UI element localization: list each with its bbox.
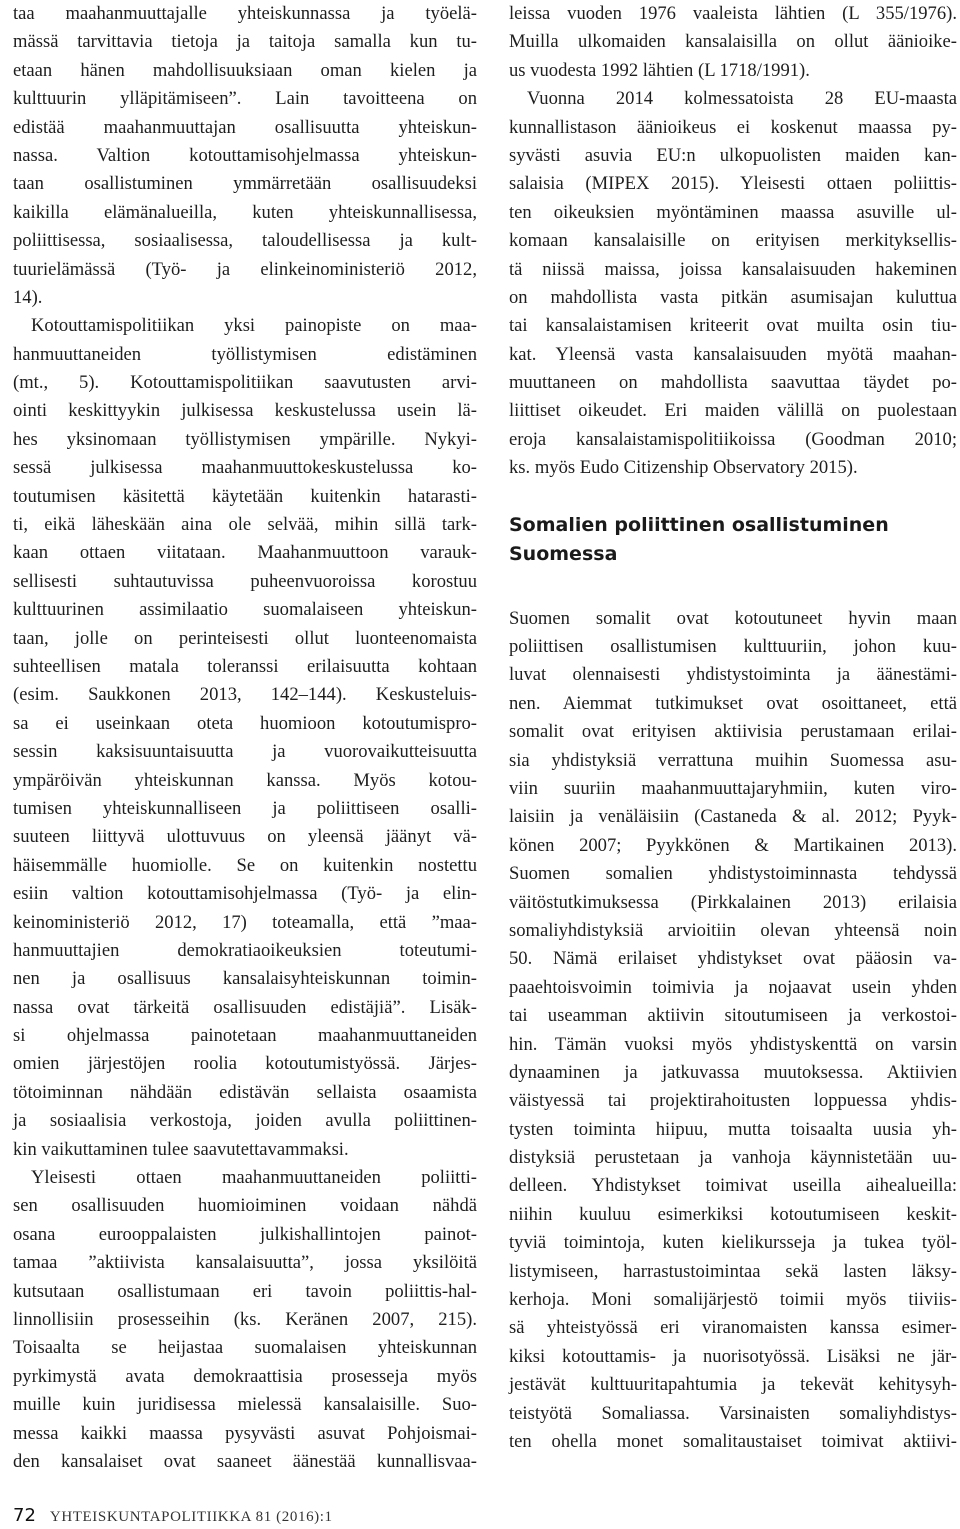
text-line: toutumisen käsitettä käytetään kuitenkin hatarasti- (13, 485, 477, 507)
text-line: väistyessä tai projektirahoitusten loppuessa yhdis- (509, 1090, 957, 1112)
text-line: keinoministeriö 2012, 17) toteamalla, että ”maa- (13, 911, 477, 933)
text-line: leissa vuoden 1976 vaaleista lähtien (L 355/1976). (509, 3, 957, 24)
text-line: hanmuuttajien demokratiaoikeuksien toteutumi- (13, 939, 477, 961)
text-line: us vuodesta 1992 lähtien (L 1718/1991). (509, 59, 810, 81)
text-line: kutsutaan osallistumaan eri tavoin poliittis-hal- (13, 1280, 477, 1302)
text-line: Kotouttamispolitiikan yksi painopiste on maa- (31, 315, 477, 337)
section-heading (509, 511, 957, 569)
text-line: sellisesti suhtautuvissa puheenvuoroissa korostuu (13, 570, 477, 592)
text-line: kulttuurinen assimilaatio suomalaiseen yhteiskun- (13, 599, 477, 621)
right-column (509, 0, 957, 1456)
section-spacer (509, 483, 957, 511)
text-line: ympäröivän yhteiskunnan kanssa. Myös kotou- (13, 769, 477, 791)
text-line: ten oikeuksien myöntäminen maassa asuville ul- (509, 201, 957, 223)
text-line: luvat olennaisesti yhdistystoiminta ja äänestämi- (509, 664, 957, 686)
text-line: tyviä toimintoja, kuten kielikursseja ja tukea työl- (509, 1232, 957, 1254)
text-line: somaliyhdistyksiä arvioitiin olevan yhteensä noin (509, 919, 957, 941)
text-line: nen. Aiemmat tutkimukset ovat osoittaneet, että (509, 692, 957, 714)
text-line: syvästi asuvia EU:n ulkopuolisten maiden kan- (509, 144, 957, 166)
text-line: nassa ovat tärkeitä osallisuuden edistäjiä”. Lisäk- (13, 996, 477, 1018)
text-line: 50. Nämä erilaiset yhdistykset ovat pääosin va- (509, 948, 957, 970)
text-line: taa maahanmuuttajalle yhteiskunnassa ja työelä- (13, 3, 477, 24)
text-line: delleen. Yhdistykset toimivat useilla aihealueilla: (509, 1175, 957, 1197)
text-line: kerhoja. Moni somalijärjestö toimii myös tiiviis- (509, 1289, 957, 1311)
text-line: tä niissä maissa, joissa kansalaisuuden hakeminen (509, 258, 957, 280)
text-line: kaikilla elämänalueilla, kuten yhteiskunnallisessa, (13, 201, 477, 223)
text-line: sessä julkisessa maahanmuuttokeskustelussa ko- (13, 457, 477, 479)
text-line: Suomen somalit ovat kotoutuneet hyvin maan (509, 607, 957, 629)
text-line: pyrkimystä avata demokraattisia prosesseja myös (13, 1365, 477, 1387)
text-line: osana eurooppalaisten julkishallintojen painot- (13, 1223, 477, 1245)
left-column (13, 0, 477, 1476)
text-line: laisiin ja venäläisiin (Castaneda & al. 2012; Pyyk- (509, 806, 957, 828)
text-line: sä yhteistyössä eri viranomaisten kanssa esimer- (509, 1317, 957, 1339)
text-line: (esim. Saukkonen 2013, 142–144). Keskusteluis- (13, 684, 477, 706)
text-line: ti, eikä läheskään aina ole selvää, mihin sillä tark- (13, 514, 477, 536)
text-line: tamaa ”aktiivista kansalaisuutta”, jossa yksilöitä (13, 1252, 477, 1274)
text-line: sen osallisuuden huomioiminen voidaan nähdä (13, 1195, 477, 1217)
text-line: ks. myös Eudo Citizenship Observatory 2015). (509, 457, 858, 479)
text-line: taan osallistuminen ymmärretään osallisuudeksi (13, 173, 477, 195)
text-line: liittiset oikeudet. Eri maiden välillä on puolestaan (509, 400, 957, 422)
text-line: suhteellisen matala toleranssi erilaisuutta kohtaan (13, 655, 477, 677)
section-heading-line: Somalien poliittinen osallistuminen (509, 513, 889, 536)
text-line: Suomen somalien yhdistystoiminnasta tehdyssä (509, 863, 957, 885)
text-line: salaisia (MIPEX 2015). Yleisesti ottaen poliittis- (509, 173, 957, 195)
text-line: teistyötä Somaliassa. Varsinaisten somaliyhdistys- (509, 1402, 957, 1424)
text-line: listymiseen, harrastustoimintaa sekä lasten läksy- (509, 1260, 957, 1282)
text-line: poliittisen osallistumisen kulttuuriin, johon kuu- (509, 636, 957, 658)
text-line: (mt., 5). Kotouttamispolitiikan saavutusten arvi- (13, 372, 477, 394)
text-line: 14). (13, 286, 43, 308)
text-line: eroja kansalaistamispolitiikoissa (Goodman 2010; (509, 428, 957, 450)
text-line: si ohjelmassa painotetaan maahanmuuttaneiden (13, 1025, 477, 1047)
text-line: mässä tarvittavia tietoja ja taitoja samalla kun tu- (13, 31, 477, 53)
text-line: distyksiä perustetaan ja vanhoja käynnistetään uu- (509, 1147, 957, 1169)
text-line: Vuonna 2014 kolmessatoista 28 EU-maasta (527, 88, 957, 110)
text-line: etaan hänen mahdollisuuksiaan oman kielen ja (13, 59, 477, 81)
text-line: väitöstutkimuksessa (Pirkkalainen 2013) erilaisia (509, 891, 957, 913)
section-heading-line: Suomessa (509, 542, 618, 565)
text-line: kat. Yleensä vasta kansalaisuuden myötä maahan- (509, 343, 957, 365)
text-line: Muilla ulkomaiden kansalaisilla on ollut äänioike- (509, 31, 957, 53)
text-line: suuteen liittyvä ulottuvuus on yleensä jäänyt vä- (13, 826, 477, 848)
text-line: ointi keskittyykin julkisessa keskustelussa usein lä- (13, 400, 477, 422)
right-column-bottom-text (509, 605, 957, 1457)
text-line: omien järjestöjen roolia kotoutumistyössä. Järjes- (13, 1053, 477, 1075)
page-footer (13, 1505, 333, 1529)
text-line: kiksi kotouttamis- ja nuorisotyössä. Lisäksi ne jär- (509, 1345, 957, 1367)
right-column-top-text (509, 0, 957, 483)
text-line: sia yhdistyksiä verrattuna muihin Suomessa asu- (509, 749, 957, 771)
text-line: ja sosiaalisia verkostoja, joiden avulla poliittinen- (13, 1110, 477, 1132)
text-line: taan, jolle on perinteisesti ollut luonteenomaista (13, 627, 477, 649)
text-line: sessin kaksisuuntaisuutta ja vuorovaikutteisuutta (13, 741, 477, 763)
text-line: kin vaikuttaminen tulee saavutettavammaksi. (13, 1138, 349, 1160)
text-line: edistää maahanmuuttajan osallisuutta yhteiskun- (13, 116, 477, 138)
page-number: 72 (13, 1505, 36, 1526)
text-line: somalit ovat erityisen aktiivisia perustamaan erilai- (509, 721, 957, 743)
text-line: muille kuin juridisessa mielessä kansalaisille. Suo- (13, 1394, 477, 1416)
text-line: tai kansalaistamisen kriteerit ovat muilta osin tiu- (509, 315, 957, 337)
text-line: muuttaneen on mahdollista saavuttaa täydet po- (509, 372, 957, 394)
text-line: paaehtoisvoimin toimivia ja nojaavat usein yhden (509, 976, 957, 998)
text-line: kunnallistason äänioikeus ei koskenut maassa py- (509, 116, 957, 138)
text-line: könen 2007; Pyykkönen & Martikainen 2013). (509, 834, 957, 856)
text-line: den kansalaiset ovat saaneet äänestää kunnallisvaa- (13, 1450, 477, 1472)
text-line: ten ohella monet somalitaustaiset toimivat aktiivi- (509, 1430, 957, 1452)
text-line: nassa. Valtion kotouttamisohjelmassa yhteiskun- (13, 144, 477, 166)
text-line: kaan ottaen viitataan. Maahanmuuttoon varauk- (13, 542, 477, 564)
text-line: jestävät kulttuuritapahtumia ja tekevät kehitysyh- (509, 1374, 957, 1396)
text-line: komaan kansalaisille on erityisen merkityksellis- (509, 230, 957, 252)
text-line: Yleisesti ottaen maahanmuuttaneiden poliitti- (31, 1167, 477, 1189)
text-line: poliittisessa, sosiaalisessa, taloudellisessa ja kult- (13, 230, 477, 252)
text-line: tötoiminnan nähdään edistävän sellaista osaamista (13, 1081, 477, 1103)
text-line: sa ei useinkaan oteta huomioon kotoutumispro- (13, 712, 477, 734)
text-line: niihin kuuluu esimerkiksi kotoutumiseen keskit- (509, 1203, 957, 1225)
text-line: häisemmälle huomiolle. Se on kuitenkin nostettu (13, 854, 477, 876)
text-line: tysten toiminta hiipuu, mutta toisaalta uusia yh- (509, 1118, 957, 1140)
text-line: messa kaikki maassa pysyvästi asuvat Pohjoismai- (13, 1422, 477, 1444)
text-line: nen ja osallisuus kansalaisyhteiskunnan toimin- (13, 968, 477, 990)
text-line: linnollisiin prosesseihin (ks. Keränen 2007, 215). (13, 1308, 477, 1330)
text-line: on mahdollista vasta pitkän asumisajan kuluttua (509, 286, 957, 308)
text-line: esiin valtion kotouttamisohjelmassa (Työ- ja elin- (13, 883, 477, 905)
text-line: tai useamman aktiivin sitoutumiseen ja verkostoi- (509, 1005, 957, 1027)
text-line: hes yksinomaan työllistymisen ympärille. Nykyi- (13, 428, 477, 450)
text-line: Toisaalta se heijastaa suomalaisen yhteiskunnan (13, 1337, 477, 1359)
journal-name: YHTEISKUNTAPOLITIIKKA 81 (2016):1 (49, 1509, 333, 1525)
text-line: viin suuriin maahanmuuttajaryhmiin, kuten viro- (509, 777, 957, 799)
text-line: hin. Tämän vuoksi myös yhdistyskenttä on varsin (509, 1033, 957, 1055)
text-line: dynaaminen ja jatkuvassa muutoksessa. Aktiivien (509, 1061, 957, 1083)
text-line: tuurielämässä (Työ- ja elinkeinoministeriö 2012, (13, 258, 477, 280)
text-line: kulttuurin ylläpitämiseen”. Lain tavoitteena on (13, 88, 477, 110)
text-line: hanmuuttaneiden työllistymisen edistäminen (13, 343, 477, 365)
text-line: tumisen yhteiskunnalliseen ja poliittiseen osalli- (13, 797, 477, 819)
